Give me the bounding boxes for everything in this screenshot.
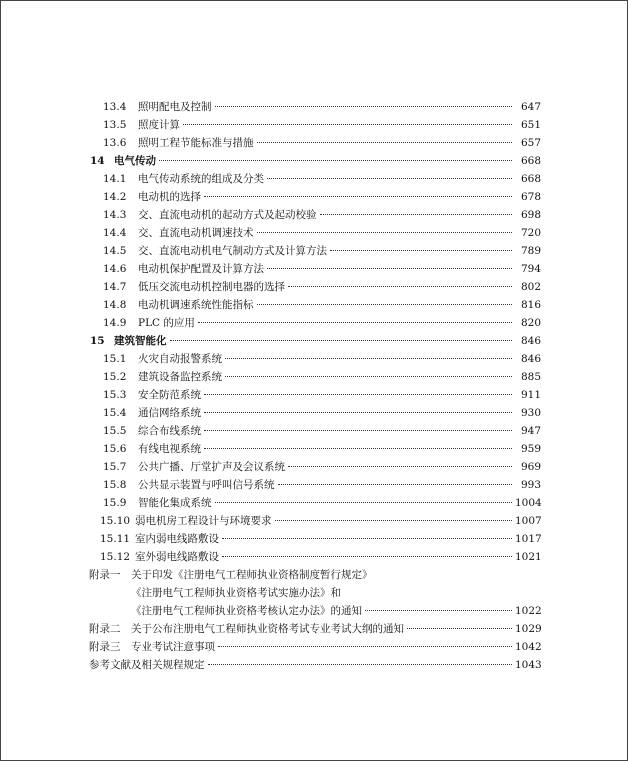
dot-leader: [198, 322, 512, 323]
toc-entry-number: 14.7: [103, 281, 127, 293]
dot-leader: [215, 502, 513, 503]
toc-entry-14-7[interactable]: [89, 278, 541, 296]
toc-entry-14-1[interactable]: [89, 170, 541, 188]
toc-entry-number: 14.4: [103, 227, 127, 239]
toc-entry-page: 668: [520, 155, 541, 167]
toc-entry-title: 低压交流电动机控制电器的选择: [138, 281, 285, 293]
toc-appendix-3[interactable]: [89, 638, 541, 656]
toc-entry-title: 电动机的选择: [138, 191, 201, 203]
dot-leader: [225, 358, 512, 359]
toc-chapter-title: 电气传动: [114, 155, 156, 167]
toc-entry-number: 15.9: [103, 497, 127, 509]
toc-entry-title: PLC 的应用: [138, 317, 195, 329]
toc-references[interactable]: [89, 656, 541, 674]
toc-entry-page: 947: [520, 425, 541, 437]
toc-entry-page: 698: [520, 209, 541, 221]
toc-entry-title: 照明配电及控制: [138, 101, 212, 113]
toc-entry-15-9[interactable]: [89, 494, 541, 512]
toc-entry-title: 照度计算: [138, 119, 180, 131]
toc-appendix-title-line-3: 《注册电气工程师执业资格考核认定办法》的通知: [131, 605, 362, 617]
toc-appendix-1[interactable]: [89, 566, 541, 584]
dot-leader: [275, 520, 513, 521]
toc-entry-title: 火灾自动报警系统: [138, 353, 222, 365]
toc-entry-number: 15.5: [103, 425, 127, 437]
dot-leader: [257, 304, 513, 305]
toc-entry-number: 14.9: [103, 317, 127, 329]
dot-leader: [204, 448, 512, 449]
toc-entry-14-6[interactable]: [89, 260, 541, 278]
toc-entry-14-2[interactable]: [89, 188, 541, 206]
dot-leader: [288, 466, 512, 467]
toc-appendix-title: 专业考试注意事项: [131, 641, 215, 653]
toc-entry-number: 15.7: [103, 461, 127, 473]
toc-entry-page: 789: [520, 245, 541, 257]
toc-entry-14-5[interactable]: [89, 242, 541, 260]
toc-entry-number: 15.3: [103, 389, 127, 401]
toc-entry-15-2[interactable]: [89, 368, 541, 386]
dot-leader: [257, 142, 513, 143]
dot-leader: [320, 214, 513, 215]
toc-entry-title: 交、直流电动机的起动方式及起动校验: [138, 209, 317, 221]
toc-entry-15-8[interactable]: [89, 476, 541, 494]
toc-entry-number: 15.12: [100, 551, 131, 563]
dot-leader: [222, 556, 512, 557]
toc-entry-page: 1017: [515, 533, 542, 545]
toc-chapter-number: 15: [90, 335, 105, 347]
toc-entry-page: 959: [520, 443, 541, 455]
toc-entry-title: 电动机调速系统性能指标: [138, 299, 254, 311]
toc-entry-number: 15.4: [103, 407, 127, 419]
toc-entry-page: 647: [520, 101, 541, 113]
toc-entry-number: 14.3: [103, 209, 127, 221]
toc-entry-page: 816: [520, 299, 541, 311]
toc-chapter-number: 14: [90, 155, 105, 167]
dot-leader: [365, 610, 512, 611]
toc-entry-page: 678: [520, 191, 541, 203]
toc-entry-number: 15.11: [100, 533, 131, 545]
dot-leader: [267, 178, 512, 179]
toc-entry-page: 1004: [515, 497, 542, 509]
toc-entry-title: 电动机保护配置及计算方法: [138, 263, 264, 275]
toc-appendix-1-continued[interactable]: [89, 584, 541, 602]
toc-entry-title: 安全防范系统: [138, 389, 201, 401]
toc-entry-14-3[interactable]: [89, 206, 541, 224]
toc-entry-15-4[interactable]: [89, 404, 541, 422]
toc-entry-page: 657: [520, 137, 541, 149]
toc-entry-page: 651: [520, 119, 541, 131]
dot-leader: [267, 268, 512, 269]
toc-entry-15-12[interactable]: [89, 548, 541, 566]
toc-entry-number: 14.2: [103, 191, 127, 203]
toc-entry-15-7[interactable]: [89, 458, 541, 476]
toc-entry-page: 846: [520, 335, 541, 347]
toc-entry-number: 15.10: [100, 515, 131, 527]
dot-leader: [208, 664, 513, 665]
toc-appendix-number: 附录一: [89, 569, 121, 581]
toc-appendix-title-line-1: 关于印发《注册电气工程师执业资格制度暂行规定》: [131, 569, 373, 581]
toc-entry-title: 室外弱电线路敷设: [135, 551, 219, 563]
dot-leader: [222, 538, 512, 539]
toc-entry-number: 15.2: [103, 371, 127, 383]
toc-entry-title: 弱电机房工程设计与环境要求: [135, 515, 272, 527]
table-of-contents: [89, 98, 541, 674]
dot-leader: [204, 412, 512, 413]
toc-entry-number: 14.8: [103, 299, 127, 311]
toc-entry-page: 1043: [515, 659, 542, 671]
toc-entry-page: 930: [520, 407, 541, 419]
toc-entry-15-6[interactable]: [89, 440, 541, 458]
toc-entry-title: 智能化集成系统: [138, 497, 212, 509]
toc-entry-page: 911: [520, 389, 541, 401]
toc-entry-14-8[interactable]: [89, 296, 541, 314]
toc-entry-number: 13.5: [103, 119, 127, 131]
toc-chapter-14[interactable]: [89, 152, 541, 170]
toc-entry-title: 建筑设备监控系统: [138, 371, 222, 383]
toc-entry-15-11[interactable]: [89, 530, 541, 548]
dot-leader: [170, 340, 513, 341]
toc-chapter-title: 建筑智能化: [114, 335, 167, 347]
toc-entry-page: 820: [520, 317, 541, 329]
toc-entry-14-4[interactable]: [89, 224, 541, 242]
toc-entry-page: 1029: [515, 623, 542, 635]
toc-entry-title: 交、直流电动机电气制动方式及计算方法: [138, 245, 327, 257]
toc-entry-page: 1007: [515, 515, 542, 527]
toc-entry-title: 通信网络系统: [138, 407, 201, 419]
toc-appendix-2[interactable]: [89, 620, 541, 638]
toc-entry-page: 1042: [515, 641, 542, 653]
toc-appendix-title-line-2: 《注册电气工程师执业资格考试实施办法》和: [131, 587, 341, 599]
toc-entry-page: 969: [520, 461, 541, 473]
toc-entry-number: 15.1: [103, 353, 127, 365]
toc-entry-13-6[interactable]: [89, 134, 541, 152]
toc-entry-title: 有线电视系统: [138, 443, 201, 455]
toc-entry-page: 885: [520, 371, 541, 383]
toc-entry-title: 公共显示装置与呼叫信号系统: [138, 479, 275, 491]
toc-entry-number: 14.1: [103, 173, 127, 185]
toc-entry-number: 14.6: [103, 263, 127, 275]
dot-leader: [159, 160, 512, 161]
toc-entry-title: 交、直流电动机调速技术: [138, 227, 254, 239]
dot-leader: [204, 196, 512, 197]
dot-leader: [257, 232, 513, 233]
dot-leader: [278, 484, 513, 485]
dot-leader: [204, 394, 512, 395]
toc-entry-15-10[interactable]: [89, 512, 541, 530]
toc-appendix-title: 关于公布注册电气工程师执业资格考试专业考试大纲的通知: [131, 623, 404, 635]
toc-entry-page: 1022: [515, 605, 542, 617]
dot-leader: [204, 430, 512, 431]
toc-entry-page: 668: [520, 173, 541, 185]
toc-entry-number: 15.8: [103, 479, 127, 491]
dot-leader: [330, 250, 512, 251]
dot-leader: [225, 376, 512, 377]
toc-entry-15-3[interactable]: [89, 386, 541, 404]
toc-entry-page: 993: [520, 479, 541, 491]
toc-appendix-number: 附录二: [89, 623, 121, 635]
toc-entry-title: 照明工程节能标准与措施: [138, 137, 254, 149]
dot-leader: [407, 628, 512, 629]
toc-chapter-15[interactable]: [89, 332, 541, 350]
dot-leader: [215, 106, 513, 107]
dot-leader: [218, 646, 512, 647]
toc-appendix-number: 附录三: [89, 641, 121, 653]
toc-entry-title: 综合布线系统: [138, 425, 201, 437]
toc-entry-number: 13.4: [103, 101, 127, 113]
toc-entry-13-4[interactable]: [89, 98, 541, 116]
toc-entry-number: 14.5: [103, 245, 127, 257]
toc-entry-15-5[interactable]: [89, 422, 541, 440]
toc-entry-page: 802: [520, 281, 541, 293]
toc-entry-page: 1021: [515, 551, 542, 563]
toc-appendix-1-continued[interactable]: [89, 602, 541, 620]
toc-entry-title: 电气传动系统的组成及分类: [138, 173, 264, 185]
toc-entry-page: 846: [520, 353, 541, 365]
toc-entry-14-9[interactable]: [89, 314, 541, 332]
toc-entry-title: 公共广播、厅堂扩声及会议系统: [138, 461, 285, 473]
dot-leader: [288, 286, 512, 287]
toc-references-title: 参考文献及相关规程规定: [89, 659, 205, 671]
toc-entry-15-1[interactable]: [89, 350, 541, 368]
toc-entry-title: 室内弱电线路敷设: [135, 533, 219, 545]
toc-entry-page: 794: [520, 263, 541, 275]
toc-entry-number: 13.6: [103, 137, 127, 149]
toc-entry-page: 720: [520, 227, 541, 239]
toc-entry-13-5[interactable]: [89, 116, 541, 134]
dot-leader: [183, 124, 512, 125]
toc-entry-number: 15.6: [103, 443, 127, 455]
